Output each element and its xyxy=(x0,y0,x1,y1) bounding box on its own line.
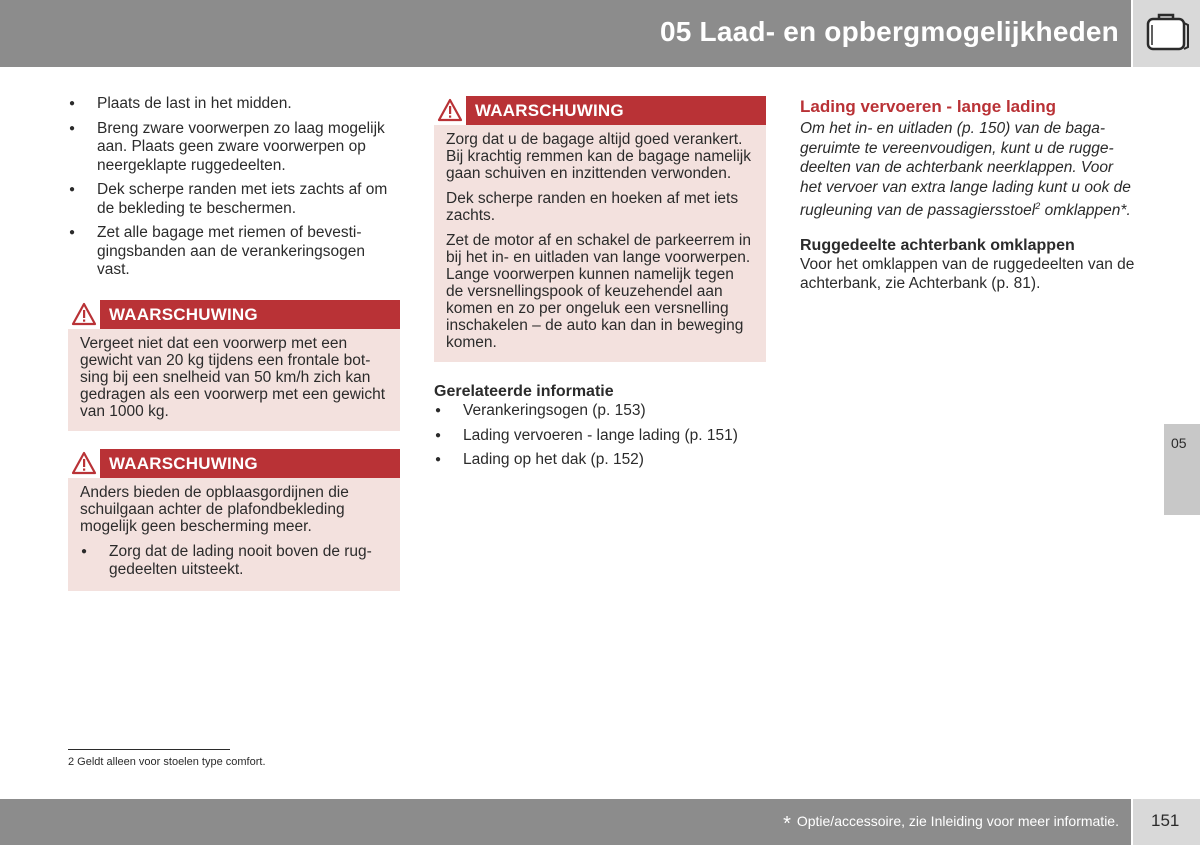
warning-body xyxy=(68,478,400,591)
footnote-ref[interactable]: 2 xyxy=(1035,201,1041,211)
column-3 xyxy=(800,96,1135,294)
list-item: ● Zorg dat de lading nooit boven de ruggedeelten uitsteekt. xyxy=(80,543,386,580)
chapter-title: 05 Laad- en opbergmogelijkheden xyxy=(660,16,1119,47)
warning-title: WAARSCHUWING xyxy=(109,304,258,324)
section-heading: Lading vervoeren - lange lading xyxy=(800,97,1056,116)
warning-header xyxy=(68,300,400,329)
warning-body xyxy=(434,125,766,362)
warning-triangle-icon xyxy=(68,449,100,478)
warning-title: WAARSCHUWING xyxy=(475,101,624,120)
page-header xyxy=(0,0,1131,67)
column-1 xyxy=(68,95,400,609)
warning-box-weight xyxy=(68,300,400,431)
list-item: ● Dek scherpe randen met iets zachts af om de bekleding te beschermen. xyxy=(68,181,400,218)
warning-text: Zet de motor af en schakel de parkeerrem in bij het in- en uitladen van lange voorwerpen. Lange voorwerpen kunnen namelijk tegen de versnellingspook of keuzehendel aan komen en zo per ongeluk een versnelling inschakelen – de auto kan dan in beweging komen. xyxy=(446,232,751,351)
warning-box-airbag xyxy=(68,449,400,591)
chapter-side-tab[interactable] xyxy=(1164,424,1200,515)
related-info-list xyxy=(434,402,766,470)
warning-text: Anders bieden de opblaasgordijnen die schuilgaan achter de plafondbekleding mogelijk geen bescherming meer. xyxy=(80,483,349,535)
warning-text: Vergeet niet dat een voorwerp met een gewicht van 20 kg tijdens een frontale botsing bij een snelheid van 50 km/h zich kan gedragen als een voorwerp met een gewicht van 1000 kg. xyxy=(80,334,386,420)
warning-title: WAARSCHUWING xyxy=(109,453,258,473)
warning-text: Zorg dat u de bagage altijd goed verankert. Bij krachtig remmen kan de bagage namelijk gaan schuiven en inzittenden verwonden. xyxy=(446,131,751,182)
warning-body xyxy=(68,329,400,431)
intro-text-end: omklappen*. xyxy=(1044,202,1131,220)
warning-text: Dek scherpe randen en hoeken af met iets zachts. xyxy=(446,190,739,224)
warning-bullet-list xyxy=(80,543,386,580)
section-intro xyxy=(800,119,1135,221)
loading-tips-list xyxy=(68,95,400,280)
footer-note xyxy=(783,813,1119,836)
warning-triangle-icon xyxy=(434,96,466,125)
page-number: 151 xyxy=(1151,811,1180,830)
related-link[interactable]: ● Verankeringsogen (p. 153) xyxy=(434,402,766,421)
chapter-icon-box xyxy=(1133,0,1200,67)
list-item: ● Plaats de last in het midden. xyxy=(68,95,400,114)
footnote-divider xyxy=(68,749,230,750)
list-item: ● Breng zware voorwerpen zo laag mogelijk aan. Plaats geen zware voorwerpen op neergeklapte ruggedeelten. xyxy=(68,120,400,176)
body-paragraph: Voor het omklappen van de ruggedeelten van de achterbank, zie Achterbank (p. 81). xyxy=(800,255,1135,293)
warning-box-anchoring xyxy=(434,96,766,362)
sub-heading: Ruggedeelte achterbank omklappen xyxy=(800,236,1075,254)
footnote: 2 Geldt alleen voor stoelen type comfort. xyxy=(68,756,266,768)
page-footer xyxy=(0,799,1131,845)
luggage-icon xyxy=(1144,13,1190,53)
column-2 xyxy=(434,96,766,476)
related-info-heading: Gerelateerde informatie xyxy=(434,383,614,400)
footer-note-text: Optie/accessoire, zie Inleiding voor meer informatie. xyxy=(796,813,1119,829)
warning-header xyxy=(68,449,400,478)
related-link[interactable]: ● Lading vervoeren - lange lading (p. 151) xyxy=(434,427,766,446)
warning-header xyxy=(434,96,766,125)
asterisk-icon: * xyxy=(783,813,791,835)
list-item: ● Zet alle bagage met riemen of bevestigingsbanden aan de verankeringsogen vast. xyxy=(68,224,400,280)
intro-text: Om het in- en uitladen (p. 150) van de bagageruimte te vereenvoudigen, kunt u de ruggedeelten van de achterbank neerklappen. Voor het vervoer van extra lange lading kunt u ook de rugleuning van de passagiersstoel xyxy=(800,120,1131,220)
warning-triangle-icon xyxy=(68,300,100,329)
chapter-side-tab-label: 05 xyxy=(1171,435,1187,451)
related-link[interactable]: ● Lading op het dak (p. 152) xyxy=(434,451,766,470)
page-number-box xyxy=(1133,799,1200,845)
